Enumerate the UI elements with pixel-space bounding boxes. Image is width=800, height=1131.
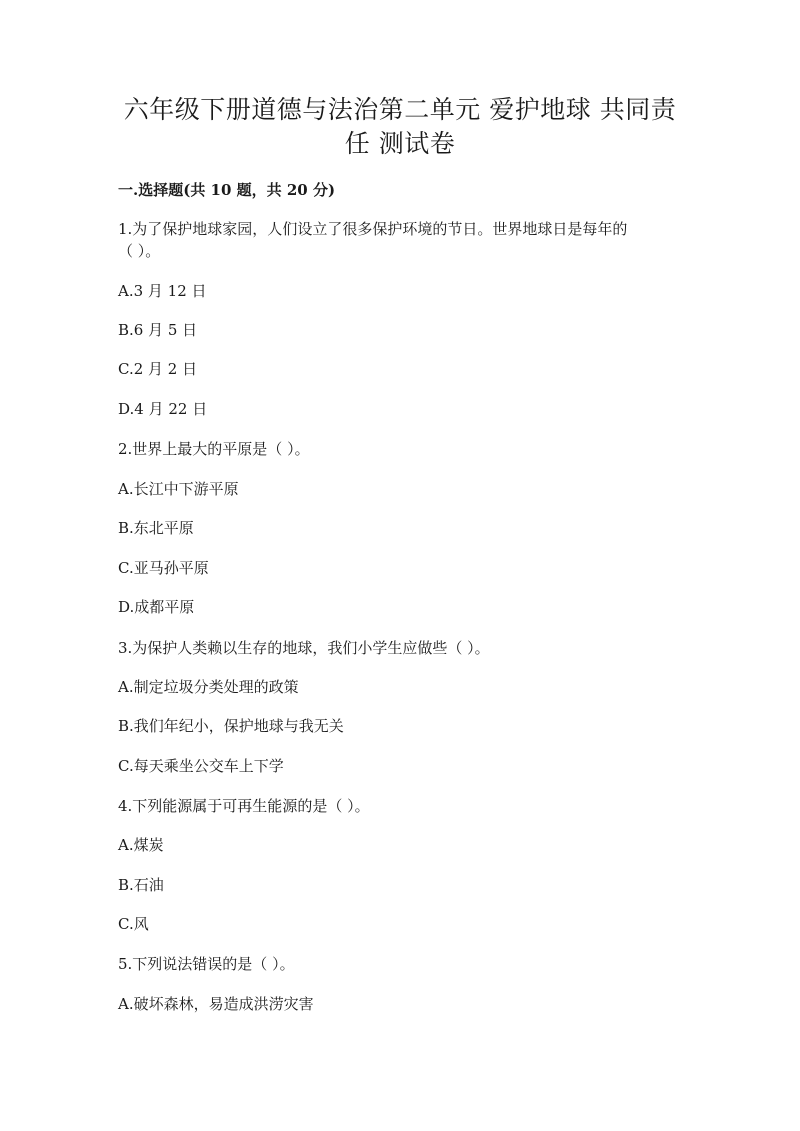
question-1-stem-line-2: （ ）。 (118, 242, 161, 260)
question-2-option-b: B.东北平原 (118, 519, 194, 537)
question-3-stem: 3.为保护人类赖以生存的地球，我们小学生应做些（ ）。 (118, 639, 490, 657)
question-5-stem: 5.下列说法错误的是（ ）。 (118, 955, 295, 973)
question-4-option-c: C.风 (118, 915, 149, 933)
question-5-option-a: A.破坏森林，易造成洪涝灾害 (118, 995, 314, 1013)
question-3-option-a: A.制定垃圾分类处理的政策 (118, 678, 299, 696)
page-title (100, 93, 700, 161)
question-1-option-a: A.3 月 12 日 (118, 282, 207, 300)
question-1-option-c: C.2 月 2 日 (118, 360, 198, 378)
section-header: 一.选择题(共 10 题，共 20 分) (118, 181, 336, 199)
question-2-stem: 2.世界上最大的平原是（ ）。 (118, 440, 310, 458)
question-1-stem-line-1: 1.为了保护地球家园，人们设立了很多保护环境的节日。世界地球日是每年的 (118, 220, 628, 238)
question-1-option-b: B.6 月 5 日 (118, 321, 198, 339)
question-3-option-b: B.我们年纪小，保护地球与我无关 (118, 717, 344, 735)
question-3-option-c: C.每天乘坐公交车上下学 (118, 757, 284, 775)
question-4-stem: 4.下列能源属于可再生能源的是（ ）。 (118, 797, 370, 815)
question-4-option-a: A.煤炭 (118, 836, 164, 854)
question-4-option-b: B.石油 (118, 876, 164, 894)
question-2-option-c: C.亚马孙平原 (118, 559, 209, 577)
title-line-1: 六年级下册道德与法治第二单元 爱护地球 共同责 (123, 95, 677, 124)
question-2-option-a: A.长江中下游平原 (118, 480, 239, 498)
question-1-option-d: D.4 月 22 日 (118, 400, 208, 418)
question-2-option-d: D.成都平原 (118, 598, 195, 616)
title-line-2: 任 测试卷 (344, 129, 456, 158)
